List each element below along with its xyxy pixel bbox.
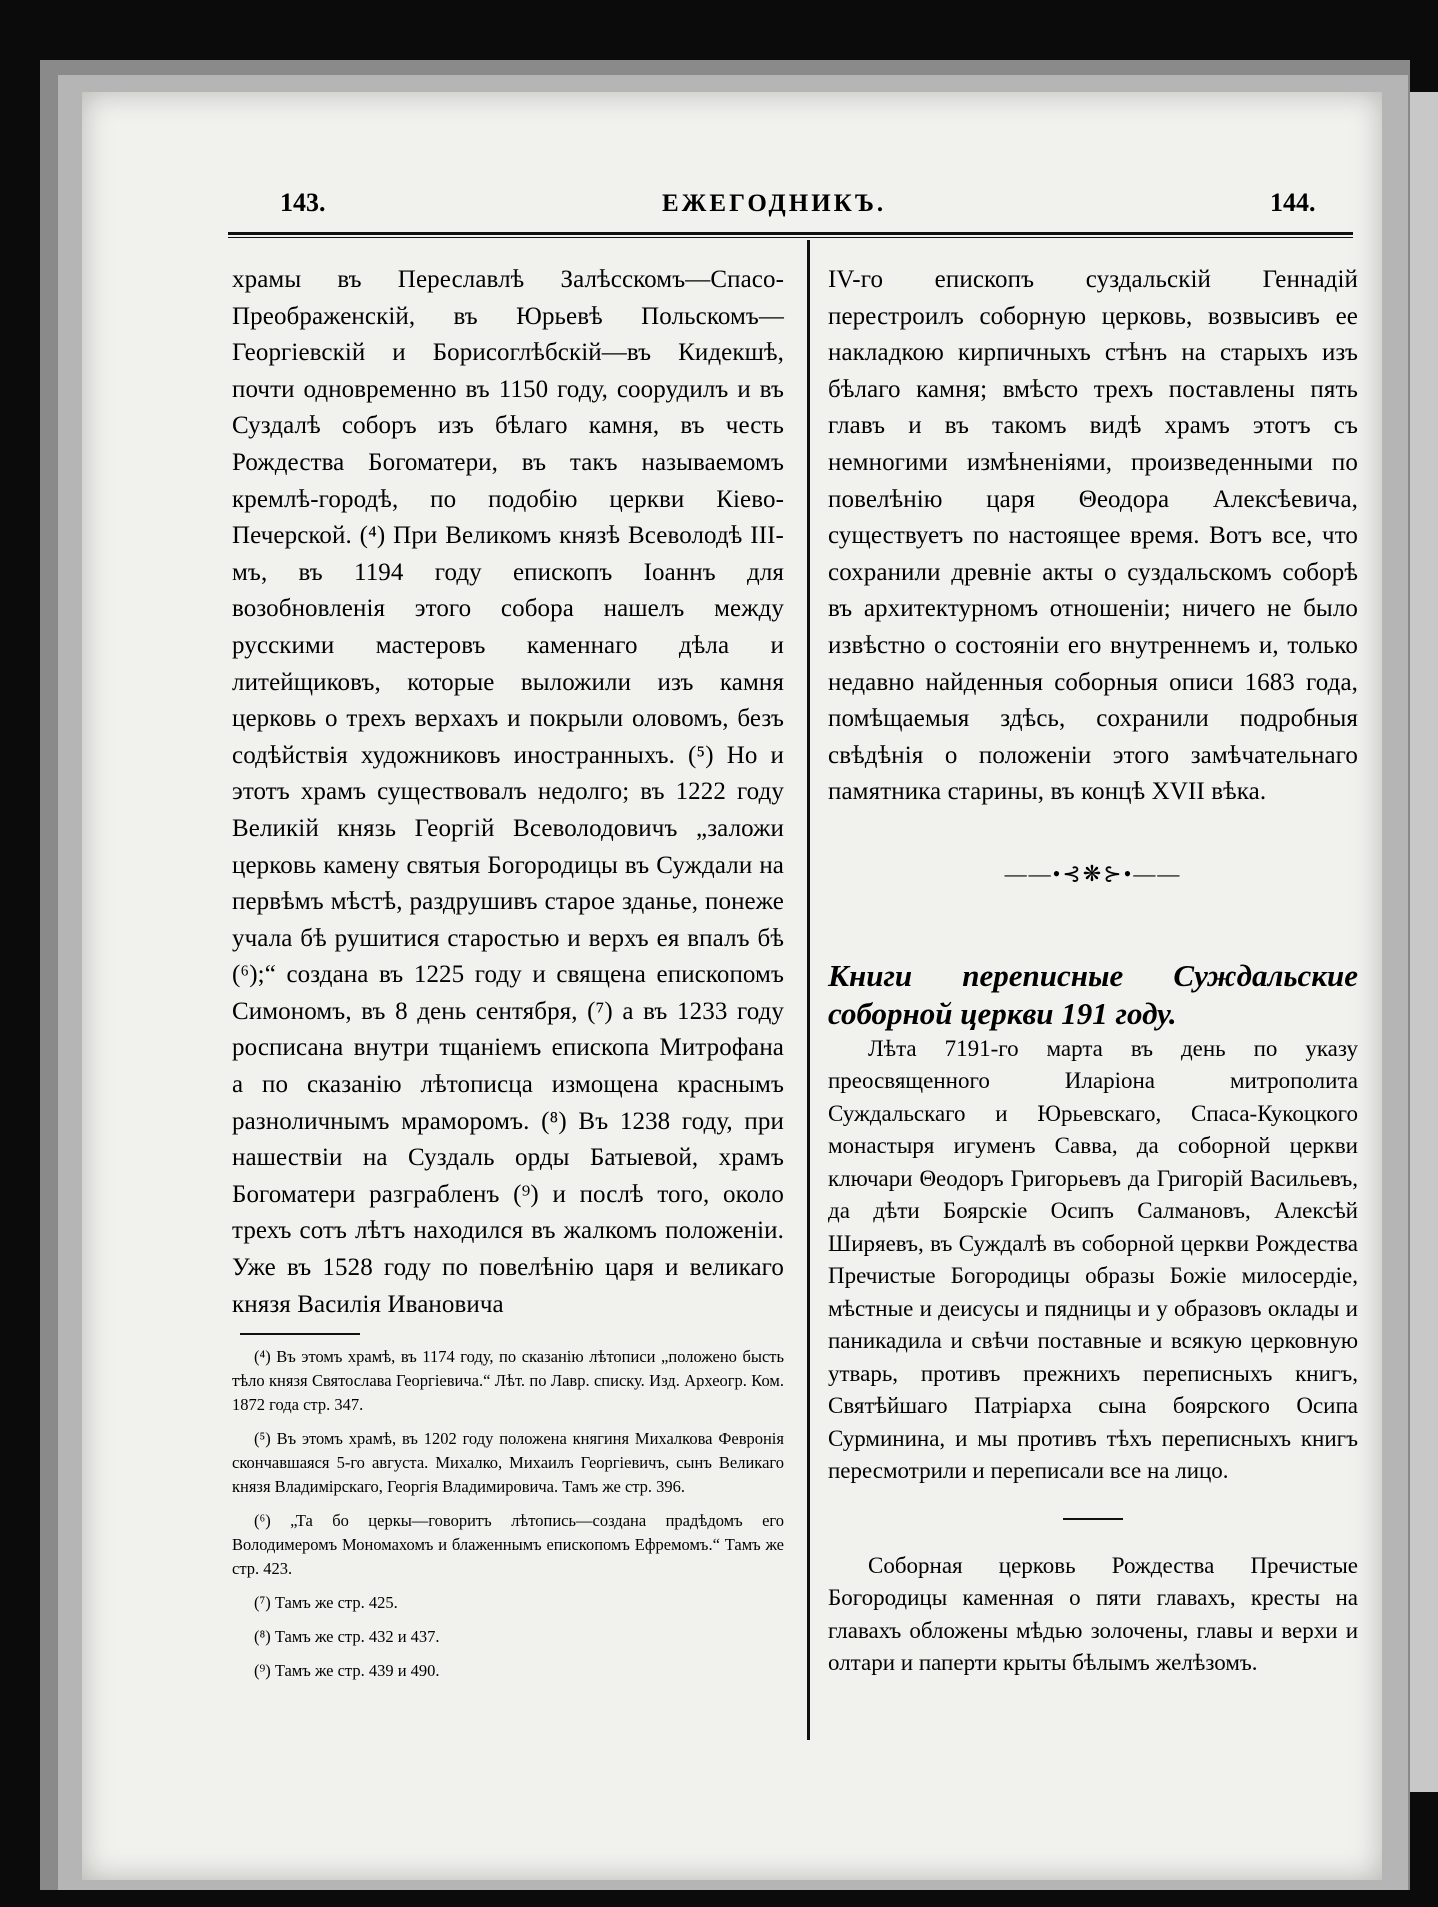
ornament-divider: ——•⊰❋⊱•—— (1004, 860, 1182, 886)
document-text (828, 1033, 1358, 1680)
footnote-8: (⁸) Тамъ же стр. 432 и 437. (254, 1627, 440, 1647)
header-rule (228, 232, 1353, 238)
left-column-body: храмы въ Переславлѣ Залѣсскомъ—Спасо-Преображенскій, въ Юрьевѣ Польскомъ—Георгіевскій и Борисоглѣбскій—въ Кидекшѣ, почти одновременно въ 1150 году, соорудилъ и въ Суздалѣ соборъ изъ бѣлаго камня, въ честь Рождества Богоматери, въ такъ называемомъ кремлѣ-городѣ, по подобію церкви Кіево-Печерской. (⁴) При Великомъ князѣ Всеволодѣ III-мъ, въ 1194 году епископъ Іоаннъ для возобновленія этого собора нашелъ между русскими мастеровъ каменнаго дѣла и литейщиковъ, которые выложили изъ камня церковь о трехъ верхахъ и покрыли оловомъ, безъ содѣйствія художниковъ иностранныхъ. (⁵) Но и этотъ храмъ существовалъ недолго; въ 1222 году Великій князь Георгій Всеволодовичъ „заложи церковь камену святыя Богородицы въ Суждали на первѣмъ мѣстѣ, раздрушивъ старое зданье, понеже учала бѣ рушитися старостью и верхъ ея впалъ бѣ (⁶);“ создана въ 1225 году и священа епископомъ Симономъ, въ 8 день сентября, (⁷) а въ 1233 году росписана внутри тщаніемъ епископа Митрофана а по сказанію лѣтописца измощена краснымъ разноличнымъ мраморомъ. (⁸) Въ 1238 году, при нашествіи на Суздаль орды Батыевой, храмъ Богоматери разграбленъ (⁹) и послѣ того, около трехъ сотъ лѣтъ находился въ жалкомъ положеніи. Уже въ 1528 году по повелѣнію царя и великаго князя Василія Ивановича (232, 266, 784, 1318)
left-column (232, 262, 784, 1693)
right-column (828, 262, 1358, 1680)
page-header (200, 188, 1360, 228)
footnotes (232, 1345, 784, 1683)
running-title: ЕЖЕГОДНИКЪ. (662, 190, 887, 217)
footnote-7: (⁷) Тамъ же стр. 425. (254, 1593, 398, 1613)
right-page-number: 144. (1270, 188, 1316, 217)
column-divider (807, 240, 810, 1740)
footnote-5: (⁵) Въ этомъ храмѣ, въ 1202 году положена княгиня Михалкова Февронія скончавшаяся 5-го августа. Михалко, Михаилъ Георгіевичъ, сынъ Великаго князя Владимірскаго, Георгія Владимировича. Тамъ же стр. 396. (232, 1429, 784, 1497)
footnotes-rule (240, 1333, 360, 1335)
short-rule (1063, 1518, 1123, 1520)
footnote-9: (⁹) Тамъ же стр. 439 и 490. (254, 1661, 440, 1681)
document-paragraph-2: Соборная церковь Рождества Пречистые Богородицы каменная о пяти главахъ, кресты на главахъ обложены мѣдью золочены, главы и верхи и олтари и паперти крыты бѣлымъ желѣзомъ. (828, 1552, 1358, 1676)
footnote-6: (⁶) „Та бо церкы—говоритъ лѣтопись—создана прадѣдомъ его Володимеромъ Мономахомъ и блаженнымъ епископомъ Ефремомъ.“ Тамъ же стр. 423. (232, 1511, 784, 1579)
left-page-number: 143. (280, 188, 326, 217)
section-title: Книги переписные Суждальские соборной церкви 191 году. (828, 957, 1358, 1031)
right-column-body: IV-го епископъ суздальскій Геннадій перестроилъ соборную церковь, возвысивъ ее накладкою кирпичныхъ стѣнъ на старыхъ изъ бѣлаго камня; вмѣсто трехъ поставлены пять главъ и въ такомъ видѣ храмъ этотъ съ немногими измѣненіями, произведенными по повелѣнію царя Θеодора Алексѣевича, существуетъ по настоящее время. Вотъ все, что сохранили древніе акты о суздальскомъ соборѣ въ архитектурномъ отношеніи; ничего не было извѣстно о состояніи его внутреннемъ и, только недавно найденныя соборныя описи 1683 года, помѣщаемыя здѣсь, сохранили подробныя свѣдѣнія о положеніи этого замѣчательнаго памятника старины, въ концѣ XVII вѣка. (828, 266, 1358, 806)
facing-page-edge (1410, 92, 1438, 1792)
footnote-4: (⁴) Въ этомъ храмѣ, въ 1174 году, по сказанію лѣтописи „положено бысть тѣло князя Святослава Георгіевича.“ Лѣт. по Лавр. списку. Изд. Археогр. Ком. 1872 года стр. 347. (232, 1347, 784, 1415)
document-paragraph-1: Лѣта 7191-го марта въ день по указу преосвященного Иларіона митрополита Суждальскаго и Юрьевскаго, Спаса-Кукоцкого монастыря игуменъ Савва, да соборной церкви ключари Θеодоръ Григорьевъ да Григорій Васильевъ, да дѣти Боярскіе Осипъ Салмановъ, Алексѣй Ширяевъ, въ Суждалѣ въ соборной церкви Рождества Пречистые Богородицы образы Божіе милосердіе, мѣстные и деисусы и пядницы и у образовъ оклады и паникадила и свѣчи поставные и всякую церковную утварь, противъ прежнихъ переписныхъ книгъ, Святѣйшаго Патріарха сына боярского Осипа Сурминина, и мы противъ тѣхъ переписныхъ книгъ пересмотрили и переписали все на лицо. (828, 1035, 1358, 1484)
